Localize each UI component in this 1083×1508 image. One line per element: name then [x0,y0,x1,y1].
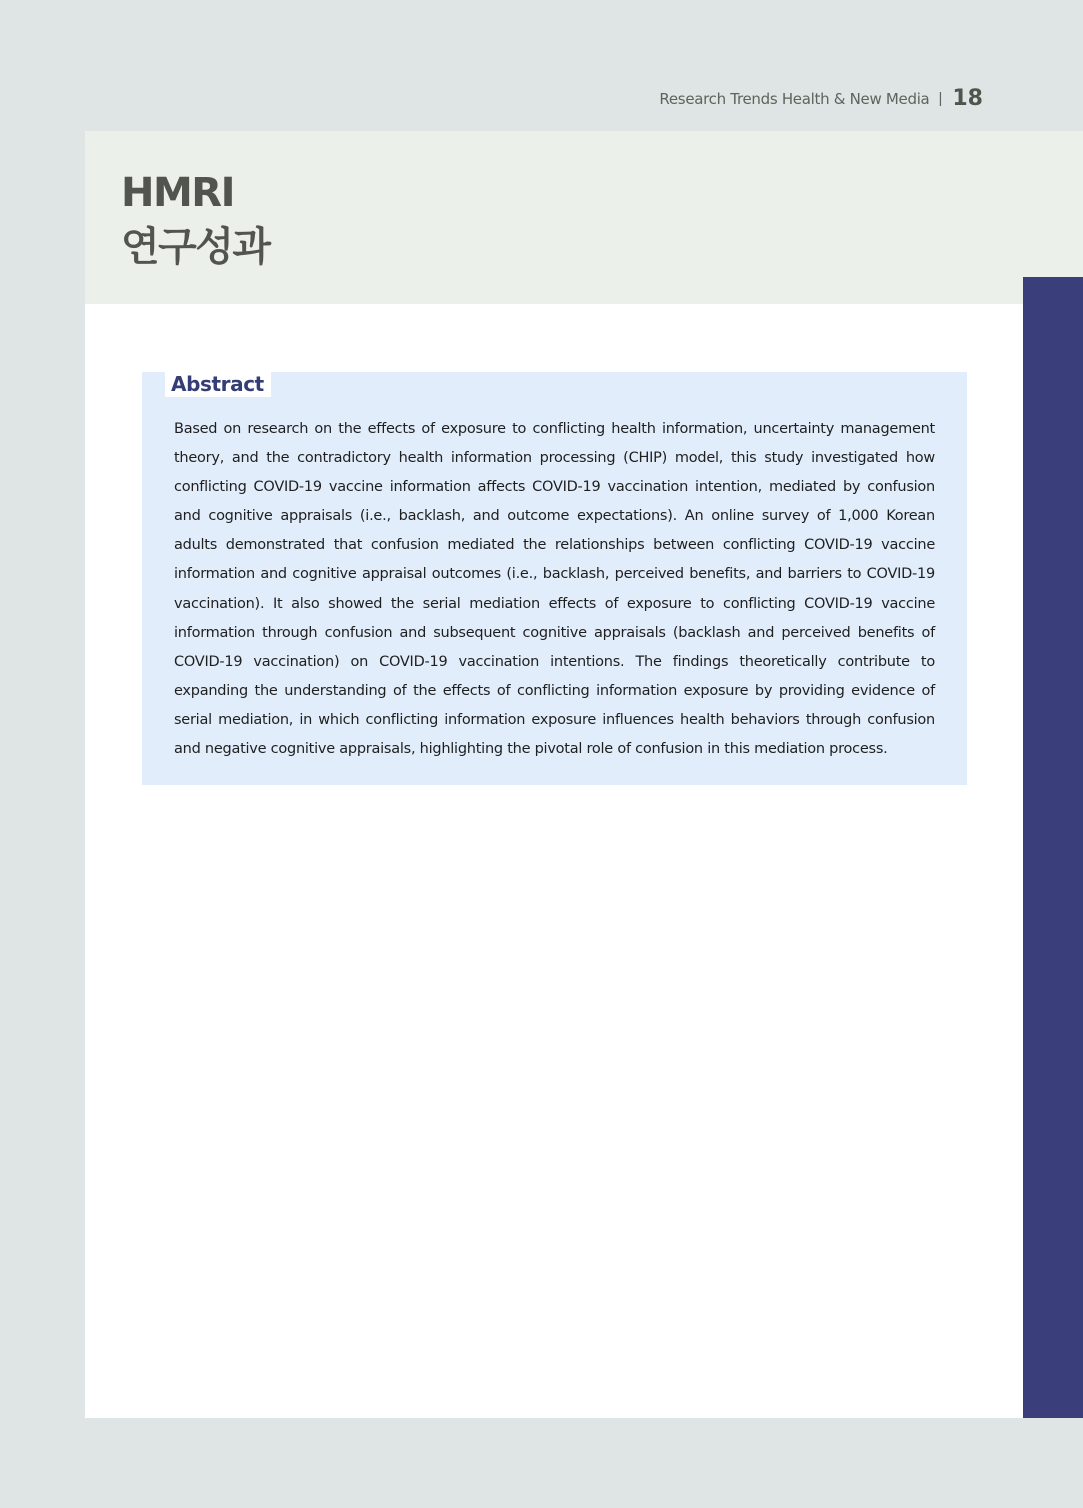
abstract-heading: Abstract [165,372,271,397]
running-title: Research Trends Health & New Media [659,89,930,108]
page-number: 18 [952,86,983,111]
page-title-line-2: 연구성과 [121,224,270,270]
abstract-box [142,372,967,785]
page-title [121,166,270,274]
running-header [659,86,983,111]
header-separator: | [938,90,943,107]
decorative-side-bar [1023,277,1083,1418]
abstract-text: Based on research on the effects of exposure to conflicting health information, uncertainty management theory, and the contradictory health information processing (CHIP) model, this study investigated how conflicting COVID-19 vaccine information affects COVID-19 vaccination intention, mediated by confusion and cognitive appraisals (i.e., backlash, and outcome expectations). An online survey of 1,000 Korean adults demonstrated that confusion mediated the relationships between conflicting COVID-19 vaccine information and cognitive appraisal outcomes (i.e., backlash, perceived benefits, and barriers to COVID-19 vaccination). It also showed the serial mediation effects of exposure to conflicting COVID-19 vaccine information through confusion and subsequent cognitive appraisals (backlash and perceived benefits of COVID-19 vaccination) on COVID-19 vaccination intentions. The findings theoretically contribute to expanding the understanding of the effects of conflicting information exposure by providing evidence of serial mediation, in which conflicting information exposure influences health behaviors through confusion and negative cognitive appraisals, highlighting the pivotal role of confusion in this mediation process. [174,421,935,758]
page-title-line-1: HMRI [121,170,234,216]
